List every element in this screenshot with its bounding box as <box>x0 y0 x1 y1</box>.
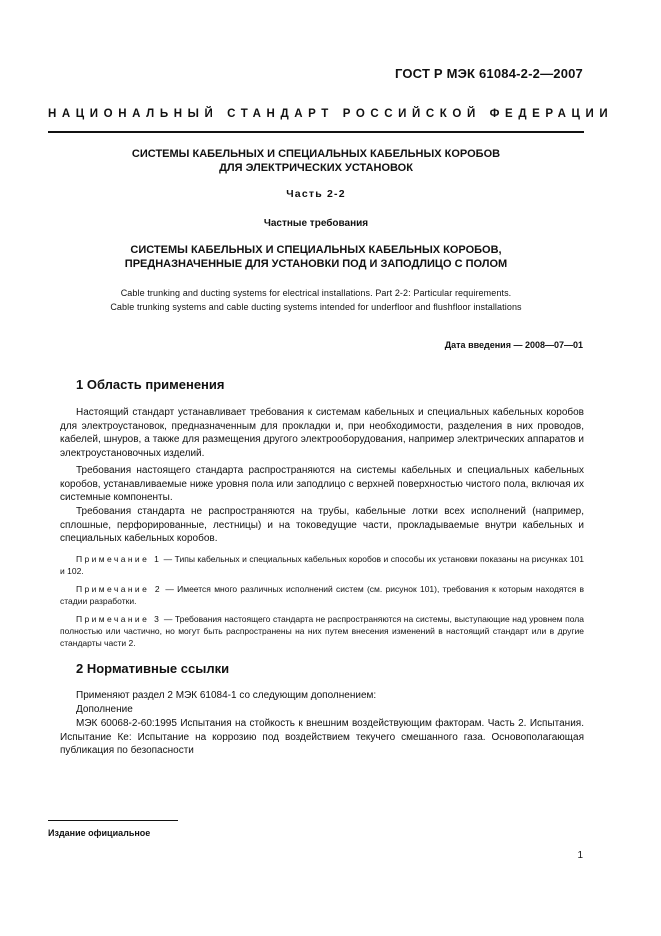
header-divider <box>48 131 584 133</box>
note-2-label: Примечание 2 <box>76 584 163 594</box>
special-requirements-label: Частные требования <box>263 218 369 229</box>
english-title-line1: Cable trunking and ducting systems for electrical installations. Part 2-2: Particular requirements. <box>120 288 512 298</box>
footer-divider <box>48 820 178 821</box>
introduction-date: Дата введения — 2008—07—01 <box>444 340 583 350</box>
note-3-text: — Требования настоящего стандарта не распространяются на системы, выступающие над уровнем пола полностью или частично, но могут быть распространены на них путем внесения изменений в настоящий стандарт или в другие стандарты части 2. <box>60 614 584 648</box>
section-2-paragraph-2: Дополнение <box>76 704 133 715</box>
note-2 <box>60 583 584 607</box>
sub-title-line1: СИСТЕМЫ КАБЕЛЬНЫХ И СПЕЦИАЛЬНЫХ КАБЕЛЬНЫХ КОРОБОВ, <box>130 244 502 256</box>
note-3 <box>60 613 584 649</box>
section-1-paragraph-2: Требования настоящего стандарта распространяются на системы кабельных и специальных кабельных коробов, устанавливаемые ниже уровня пола или заподлицо с верхней поверхностью чистого пола, включая их системные компоненты. <box>60 465 584 503</box>
note-1-text: — Типы кабельных и специальных кабельных коробов и способы их установки показаны на рисунках 101 и 102. <box>60 554 584 576</box>
main-title-line1: СИСТЕМЫ КАБЕЛЬНЫХ И СПЕЦИАЛЬНЫХ КАБЕЛЬНЫХ КОРОБОВ <box>131 148 501 160</box>
main-title <box>48 147 584 175</box>
section-1-paragraph-1: Настоящий стандарт устанавливает требования к системам кабельных и специальных кабельных коробов для электроустановок, предназначенным для прокладки и, при необходимости, разделения в них проводов, кабелей, шнуров, а также для размещения другого электрооборудования, например электрических аппаратов и электроустановочных изделий. <box>60 407 584 459</box>
section-1-heading: 1 Область применения <box>76 377 225 392</box>
section-2-paragraph-1: Применяют раздел 2 МЭК 61084-1 со следующим дополнением: <box>76 690 377 701</box>
section-2-paragraph-3: МЭК 60068-2-60:1995 Испытания на стойкость к внешним воздействующим факторам. Часть 2. Испытания. Испытание Ке: Испытание на коррозию под воздействием текучего смешанного газа. Основополагающая публикация по безопасности <box>60 718 584 756</box>
note-1-label: Примечание 1 <box>76 554 162 564</box>
sub-title-line2: ПРЕДНАЗНАЧЕННЫЕ ДЛЯ УСТАНОВКИ ПОД И ЗАПОДЛИЦО С ПОЛОМ <box>124 258 508 270</box>
edition-label: Издание официальное <box>48 828 151 838</box>
standard-number: ГОСТ Р МЭК 61084-2-2—2007 <box>394 66 583 81</box>
part-label: Часть 2-2 <box>286 188 346 200</box>
main-title-line2: ДЛЯ ЭЛЕКТРИЧЕСКИХ УСТАНОВОК <box>219 162 413 174</box>
sub-title <box>48 243 584 271</box>
english-title-line2: Cable trunking systems and cable ducting systems intended for underfloor and flushfloor installations <box>110 302 522 312</box>
english-title <box>48 286 584 314</box>
section-2-heading: 2 Нормативные ссылки <box>76 661 230 676</box>
note-2-text: — Имеется много различных исполнений систем (см. рисунок 101), требования к которым находятся в стадии разработки. <box>60 584 584 606</box>
national-standard-banner: НАЦИОНАЛЬНЫЙ СТАНДАРТ РОССИЙСКОЙ ФЕДЕРАЦИИ <box>48 108 614 120</box>
note-1 <box>60 553 584 577</box>
note-3-label: Примечание 3 <box>76 614 162 624</box>
page-number: 1 <box>577 850 583 861</box>
section-1-paragraph-3: Требования стандарта не распространяются на трубы, кабельные лотки всех исполнений (например, сплошные, перфорированные, лестницы) и на токоведущие части, прокладываемые внутри кабельных и специальных кабельных коробов. <box>60 506 584 544</box>
